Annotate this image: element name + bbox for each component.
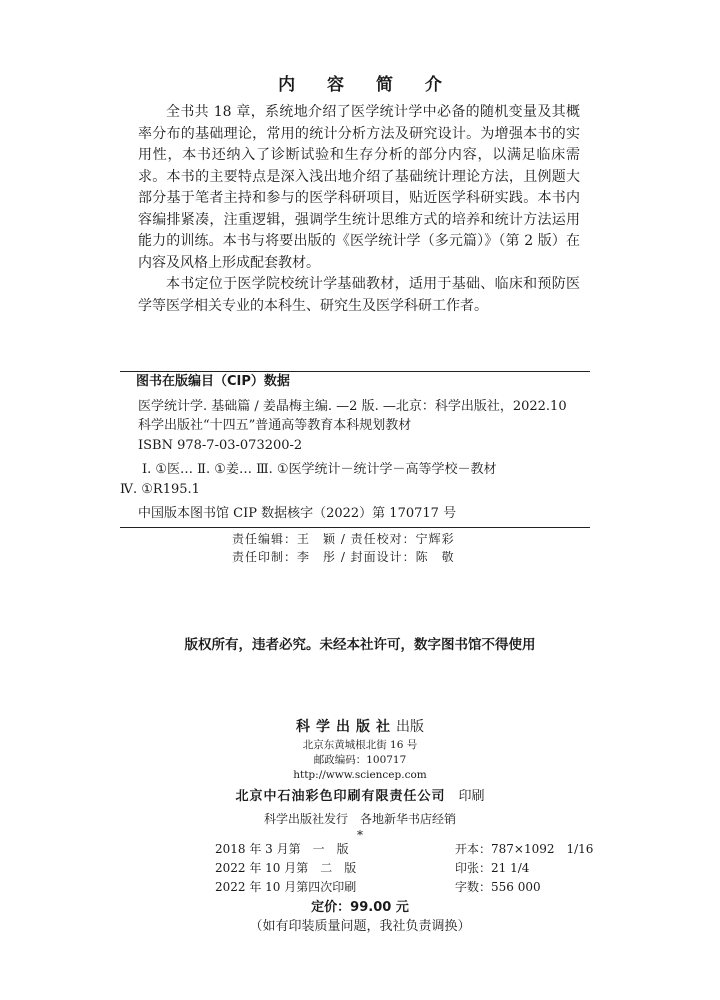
publisher-suffix: 出版 (396, 719, 424, 735)
cip-line-series: 科学出版社“十四五”普通高等教育本科规划教材 (138, 418, 412, 433)
cip-heading: 图书在版编目（CIP）数据 (136, 374, 290, 389)
edition-right: 印张：21 1/4 (455, 861, 530, 875)
distribution-line: 科学出版社发行 各地新华书店经销 (263, 812, 456, 826)
cip-block (120, 372, 595, 524)
copyright-notice: 版权所有，违者必究。未经本社许可，数字图书馆不得使用 (184, 637, 536, 653)
printer-suffix: 印刷 (458, 789, 485, 804)
price: 定价：99.00 元 (311, 900, 409, 915)
summary-paragraph-2: 本书定位于医学院校统计学基础教材，适用于基础、临床和预防医学等医学相关专业的本科生、研究生及医学科研工作者。 (138, 276, 580, 314)
edition-right: 字数：556 000 (455, 880, 541, 894)
editors-line-1: 责任编辑：王 颖 / 责任校对：宁辉彩 (232, 532, 455, 546)
quality-note: （如有印装质量问题，我社负责调换） (249, 919, 471, 934)
page-title: 内 容 简 介 (278, 75, 455, 95)
cip-line-record: 中国版本图书馆 CIP 数据核字（2022）第 170717 号 (138, 506, 457, 521)
printer-name: 北京中石油彩色印刷有限责任公司 (235, 789, 446, 804)
cip-bottom-rule (120, 527, 590, 528)
edition-right: 开本：787×1092 1/16 (455, 842, 594, 856)
summary-section (138, 102, 580, 317)
cip-line-classification-2: Ⅳ. ①R195.1 (120, 481, 200, 497)
publisher-postcode: 邮政编码：100717 (313, 754, 407, 766)
edition-left: 2018 年 3 月第 一 版 (215, 842, 349, 856)
cip-line-classification: Ⅰ. ①医… Ⅱ. ①姜… Ⅲ. ①医学统计－统计学－高等学校－教材 (142, 462, 497, 477)
publisher-address: 北京东黄城根北街 16 号 (302, 739, 418, 751)
edition-left: 2022 年 10 月第 二 版 (215, 861, 357, 875)
publisher-line (0, 716, 720, 738)
edition-left: 2022 年 10 月第四次印刷 (215, 880, 357, 894)
separator-star: * (357, 828, 363, 842)
publisher-block (0, 716, 720, 842)
edition-row (215, 859, 593, 878)
publisher-name: 科学出版社 (296, 719, 396, 735)
cip-line-title: 医学统计学. 基础篇 / 姜晶梅主编. —2 版. —北京：科学出版社，2022.10 (138, 398, 567, 414)
publisher-url: http://www.sciencep.com (293, 769, 427, 781)
edition-row (215, 878, 593, 897)
edition-info (215, 840, 593, 897)
cip-line-isbn: ISBN 978-7-03-073200-2 (138, 437, 303, 453)
summary-paragraph-1: 全书共 18 章，系统地介绍了医学统计学中必备的随机变量及其概率分布的基础理论，常用的统计分析方法及研究设计。为增强本书的实用性，本书还纳入了诊断试验和生存分析的部分内容，以满足临床需求。本书的主要特点是深入浅出地介绍了基础统计理论方法，且例题大部分基于笔者主持和参与的医学科研项目，贴近医学科研实践。本书内容编排紧凑，注重逻辑，强调学生统计思维方式的培养和统计方法运用能力的训练。本书与将要出版的《医学统计学（多元篇）》（第 2 版）在内容及风格上形成配套教材。 (138, 104, 580, 271)
edition-row (215, 840, 593, 859)
editors-line-2: 责任印制：李 彤 / 封面设计：陈 敬 (232, 550, 455, 564)
printer-line (0, 787, 720, 807)
editors-block (232, 530, 455, 566)
